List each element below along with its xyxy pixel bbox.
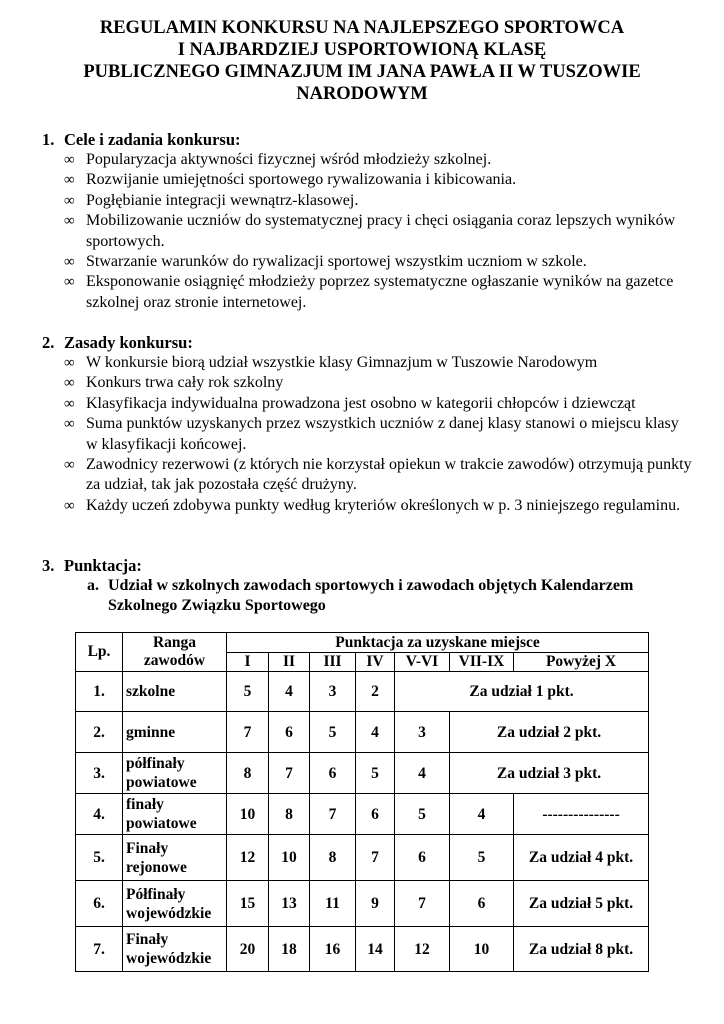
cell-rank: finały powiatowe xyxy=(123,794,227,835)
list-item: ∞ W konkursie biorą udział wszystkie klasy Gimnazjum w Tuszowie Narodowym xyxy=(64,353,694,373)
list-item: ∞ Klasyfikacja indywidualna prowadzona jest osobno w kategorii chłopców i dziewcząt xyxy=(64,394,694,414)
cell-value: 6 xyxy=(356,794,395,835)
cell-value: 8 xyxy=(310,835,356,881)
cell-rank: gminne xyxy=(123,712,227,753)
list-item: ∞ Konkurs trwa cały rok szkolny xyxy=(64,373,694,393)
table-row xyxy=(76,835,649,881)
cell-value: 7 xyxy=(310,794,356,835)
cell-value: 8 xyxy=(269,794,310,835)
cell-rank: szkolne xyxy=(123,672,227,712)
list-item: ∞ Eksponowanie osiągnięć młodzieży poprzez systematyczne ogłaszanie wyników na gazetce szkolnej oraz stronie internetowej. xyxy=(64,273,674,311)
header-rank: Ranga zawodów xyxy=(123,633,227,672)
cell-rank: Finały rejonowe xyxy=(123,835,227,881)
infinity-bullet-icon: ∞ xyxy=(64,375,75,392)
infinity-bullet-icon: ∞ xyxy=(64,274,75,291)
infinity-bullet-icon: ∞ xyxy=(64,497,75,514)
cell-value: 5 xyxy=(450,835,514,881)
cell-value: 7 xyxy=(395,881,450,927)
cell-above-x: --------------- xyxy=(514,794,649,835)
cell-rank: Półfinały wojewódzkie xyxy=(123,881,227,927)
title-line-4: NARODOWYM xyxy=(296,84,428,104)
header-place: V-VI xyxy=(395,653,450,672)
cell-value: 12 xyxy=(395,927,450,972)
cell-rank: Finały wojewódzkie xyxy=(123,927,227,972)
cell-lp: 3. xyxy=(76,753,123,794)
table-row xyxy=(76,881,649,927)
header-place: I xyxy=(227,653,269,672)
infinity-bullet-icon: ∞ xyxy=(64,416,75,433)
table-row xyxy=(76,672,649,712)
cell-value: 5 xyxy=(395,794,450,835)
cell-above-x: Za udział 8 pkt. xyxy=(514,927,649,972)
cell-value: 13 xyxy=(269,881,310,927)
cell-value: 8 xyxy=(227,753,269,794)
table-row xyxy=(76,927,649,972)
cell-value: 5 xyxy=(310,712,356,753)
list-item: ∞ Popularyzacja aktywności fizycznej wśród młodzieży szkolnej. xyxy=(64,150,694,170)
section-3-number: 3. xyxy=(42,556,55,575)
section-2-heading xyxy=(42,333,193,353)
cell-value: 10 xyxy=(227,794,269,835)
table-row xyxy=(76,753,649,794)
cell-above-x: Za udział 5 pkt. xyxy=(514,881,649,927)
cell-value: 3 xyxy=(310,672,356,712)
cell-value: 11 xyxy=(310,881,356,927)
infinity-bullet-icon: ∞ xyxy=(64,192,75,209)
header-place: VII-IX xyxy=(450,653,514,672)
cell-rank: półfinały powiatowe xyxy=(123,753,227,794)
cell-value: 10 xyxy=(269,835,310,881)
list-item: ∞ Pogłębianie integracji wewnątrz-klasowej. xyxy=(64,191,694,211)
cell-value: 5 xyxy=(227,672,269,712)
cell-value: 4 xyxy=(269,672,310,712)
section-1-number: 1. xyxy=(42,130,55,149)
cell-value: 9 xyxy=(356,881,395,927)
table-row xyxy=(76,794,649,835)
section-1-title: Cele i zadania konkursu: xyxy=(64,130,241,149)
header-place: II xyxy=(269,653,310,672)
section-3-title: Punktacja: xyxy=(64,556,142,575)
table-header-row xyxy=(76,633,649,653)
infinity-bullet-icon: ∞ xyxy=(64,254,75,271)
cell-value: 7 xyxy=(356,835,395,881)
section-3-heading xyxy=(42,556,142,576)
infinity-bullet-icon: ∞ xyxy=(64,457,75,474)
infinity-bullet-icon: ∞ xyxy=(64,172,75,189)
list-item: ∞ Rozwijanie umiejętności sportowego rywalizowania i kibicowania. xyxy=(64,170,694,190)
cell-lp: 1. xyxy=(76,672,123,712)
cell-lp: 2. xyxy=(76,712,123,753)
cell-above-x: Za udział 4 pkt. xyxy=(514,835,649,881)
cell-lp: 4. xyxy=(76,794,123,835)
document-title xyxy=(0,17,724,105)
header-place: IV xyxy=(356,653,395,672)
cell-value: 14 xyxy=(356,927,395,972)
cell-value: 16 xyxy=(310,927,356,972)
cell-value: 5 xyxy=(356,753,395,794)
list-item: ∞ Suma punktów uzyskanych przez wszystkich uczniów z danej klasy stanowi o miejscu klasy w klasyfikacji końcowej. xyxy=(64,415,679,453)
header-place: III xyxy=(310,653,356,672)
cell-value: 15 xyxy=(227,881,269,927)
cell-participation: Za udział 2 pkt. xyxy=(450,712,649,753)
cell-value: 6 xyxy=(395,835,450,881)
cell-lp: 5. xyxy=(76,835,123,881)
title-line-1: REGULAMIN KONKURSU NA NAJLEPSZEGO SPORTOWCA xyxy=(99,18,625,38)
section-2-title: Zasady konkursu: xyxy=(64,333,193,352)
header-points-group: Punktacja za uzyskane miejsce xyxy=(227,633,649,653)
cell-lp: 7. xyxy=(76,927,123,972)
list-item: ∞ Zawodnicy rezerwowi (z których nie korzystał opiekun w trakcie zawodów) otrzymują punkty za udział, tak jak pozostała część drużyny. xyxy=(64,456,692,494)
cell-value: 6 xyxy=(310,753,356,794)
section-2-number: 2. xyxy=(42,333,55,352)
list-item: ∞ Mobilizowanie uczniów do systematycznej pracy i chęci osiągania coraz lepszych wyników sportowych. xyxy=(64,212,676,250)
cell-value: 4 xyxy=(356,712,395,753)
section-3a-subheading xyxy=(87,576,687,616)
header-place: Powyżej X xyxy=(514,653,649,672)
cell-value: 7 xyxy=(227,712,269,753)
cell-lp: 6. xyxy=(76,881,123,927)
cell-value: 6 xyxy=(450,881,514,927)
section-1-heading xyxy=(42,130,241,150)
list-item: ∞ Stwarzanie warunków do rywalizacji sportowej wszystkim uczniom w szkole. xyxy=(64,252,694,272)
title-line-2: I NAJBARDZIEJ USPORTOWIONĄ KLASĘ xyxy=(177,40,547,60)
points-table xyxy=(75,632,649,972)
cell-value: 7 xyxy=(269,753,310,794)
cell-participation: Za udział 3 pkt. xyxy=(450,753,649,794)
cell-value: 10 xyxy=(450,927,514,972)
title-line-3: PUBLICZNEGO GIMNAZJUM IM JANA PAWŁA II W TUSZOWIE xyxy=(83,62,641,82)
cell-value: 6 xyxy=(269,712,310,753)
subheading-text: Udział w szkolnych zawodach sportowych i zawodach objętych Kalendarzem Szkolnego Związku Sportowego xyxy=(108,577,634,614)
list-item: ∞ Każdy uczeń zdobywa punkty według kryteriów określonych w p. 3 niniejszego regulaminu. xyxy=(64,496,694,516)
cell-value: 3 xyxy=(395,712,450,753)
cell-value: 4 xyxy=(395,753,450,794)
infinity-bullet-icon: ∞ xyxy=(64,395,75,412)
header-lp: Lp. xyxy=(76,633,123,672)
cell-value: 4 xyxy=(450,794,514,835)
section-1-list xyxy=(64,150,694,313)
subheading-letter: a. xyxy=(87,577,99,594)
cell-value: 12 xyxy=(227,835,269,881)
cell-value: 18 xyxy=(269,927,310,972)
table-row xyxy=(76,712,649,753)
infinity-bullet-icon: ∞ xyxy=(64,213,75,230)
infinity-bullet-icon: ∞ xyxy=(64,355,75,371)
cell-value: 2 xyxy=(356,672,395,712)
section-2-list xyxy=(64,353,694,516)
infinity-bullet-icon: ∞ xyxy=(64,152,75,168)
cell-value: 20 xyxy=(227,927,269,972)
cell-participation: Za udział 1 pkt. xyxy=(395,672,649,712)
